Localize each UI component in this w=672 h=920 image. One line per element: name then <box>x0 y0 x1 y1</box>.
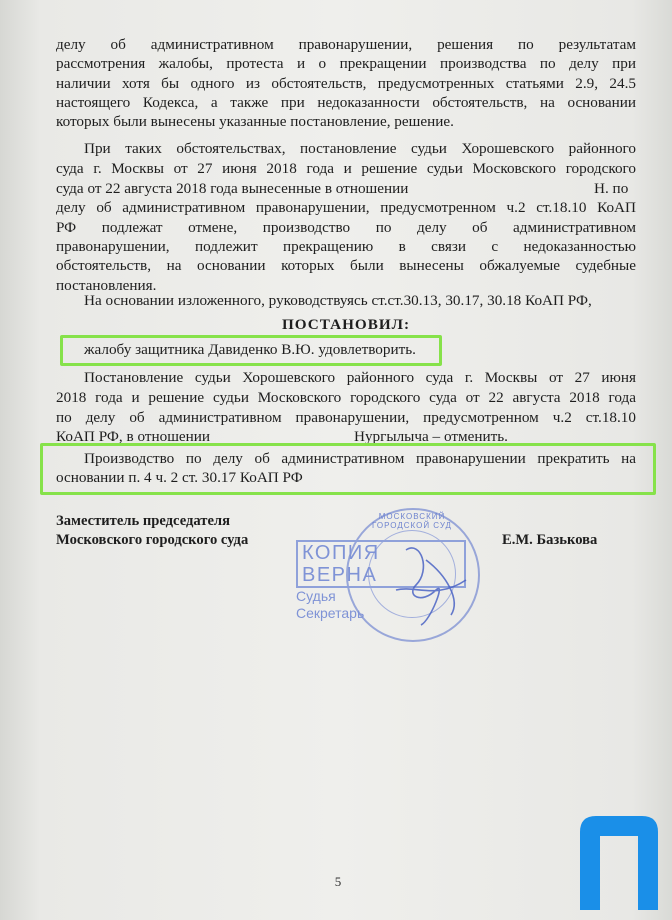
basis-line: На основании изложенного, руководствуясь ст.ст.30.13, 30.17, 30.18 КоАП РФ, <box>84 292 592 309</box>
paragraph-2-line-4: делу об административном правонарушении, предусмотренном ч.2 ст.18.10 КоАП <box>56 199 636 216</box>
signature-title-1: Заместитель председателя <box>56 513 231 529</box>
paragraph-2-line-2: суда г. Москвы от 27 июня 2018 года и решение судьи Московского городского <box>56 160 636 177</box>
paragraph-3-line-4a: КоАП РФ, в отношении <box>56 428 211 445</box>
secretary-label: Секретарь <box>296 605 365 621</box>
paragraph-1-line-1: делу об административном правонарушении, решения по результатам <box>56 36 636 53</box>
paragraph-3-line-3: по делу об административном правонарушении, предусмотренном ч.2 ст.18.10 <box>56 409 636 426</box>
paragraph-2-line-1: При таких обстоятельствах, постановление судьи Хорошевского районного <box>84 140 636 157</box>
paragraph-3-line-2: 2018 года и решение судьи Московского городского суда от 22 августа 2018 года <box>56 389 636 406</box>
paragraph-2-line-8: постановления. <box>56 277 157 294</box>
p-logo-icon <box>574 810 664 910</box>
paragraph-1-line-5: которых были вынесены указанные постановление, решение. <box>56 113 454 130</box>
paragraph-2-line-3a: суда от 22 августа 2018 года вынесенные в отношении <box>56 180 409 197</box>
termination-line-2: основании п. 4 ч. 2 ст. 30.17 КоАП РФ <box>56 469 303 486</box>
signature-name: Е.М. Базькова <box>502 532 598 548</box>
page-number: 5 <box>334 874 342 889</box>
judge-label: Судья <box>296 588 336 604</box>
termination-line-1: Производство по делу об административном правонарушении прекратить на <box>84 450 636 467</box>
paragraph-1-line-2: рассмотрения жалобы, протеста и о прекращении производства по делу при <box>56 55 636 72</box>
paragraph-3-line-4b: Нургылыча – отменить. <box>354 428 508 445</box>
copy-label: КОПИЯ ВЕРНА <box>296 540 466 588</box>
paragraph-1-line-4: настоящего Кодекса, а также при недоказанности обстоятельств, на основании <box>56 94 636 111</box>
signature-title-2: Московского городского суда <box>56 532 249 548</box>
court-seal-ring-text: МОСКОВСКИЙ ГОРОДСКОЙ СУД <box>372 512 452 530</box>
ruling-text: жалобу защитника Давиденко В.Ю. удовлетворить. <box>84 341 416 358</box>
paragraph-2-line-7: обстоятельств, на основании которых были вынесены обжалуемые судебные <box>56 257 636 274</box>
paragraph-2-line-5: РФ подлежат отмене, производство по делу об административном <box>56 219 636 236</box>
paragraph-3-line-1: Постановление судьи Хорошевского районного суда г. Москвы от 27 июня <box>84 369 636 386</box>
paragraph-2-line-6: правонарушении, подлежит прекращению в связи с недоказанностью <box>56 238 636 255</box>
handwritten-signature-icon <box>376 530 476 630</box>
ruling-heading: ПОСТАНОВИЛ: <box>281 316 411 333</box>
paragraph-1-line-3: наличии хотя бы одного из обстоятельств, предусмотренных статьями 2.9, 24.5 <box>56 75 636 92</box>
paragraph-2-line-3b: Н. по <box>594 180 629 197</box>
